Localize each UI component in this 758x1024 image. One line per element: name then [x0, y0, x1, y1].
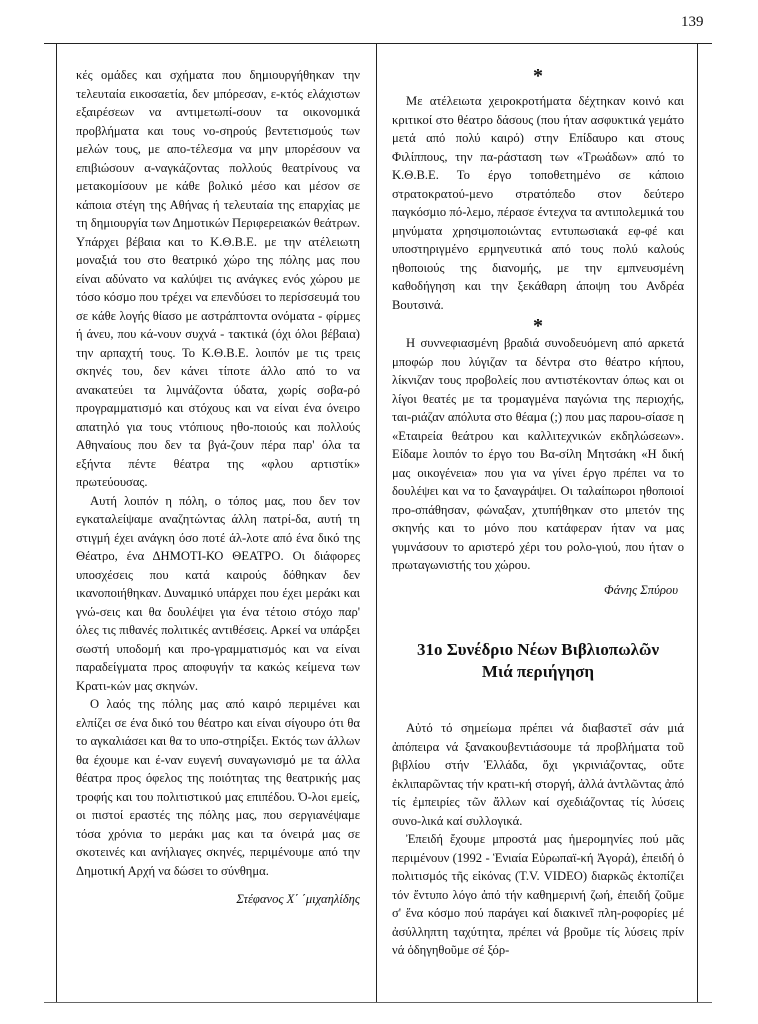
frame-bottom-rule: [44, 1002, 712, 1003]
article-body: [392, 719, 684, 960]
right-paragraph-2: Η συννεφιασμένη βραδιά συνοδευόμενη από αρκετά μποφώρ που λύγιζαν τα δέντρα στο θέατρο κήπου, λίκνιζαν τους προβολείς που αντιστέκονταν όπως και οι λίγοι θεατές με τα τρομαγμένα παγώνια της περιοχής, ται-ριάζαν απόλυτα στο θέαμα (;) που μας παρου-σίασε η «Εταιρεία θεάτρου και καλλιτεχνικών εκδηλώσεων». Είδαμε λοιπόν το έργο του Βα-σίλη Μητσάκη «Η δική μας οικογένεια» που για να γίνει έργο πρέπει να το δουλέψει και να το ξαναγράψει. Οι ταλαίπωροι ηθοποιοί προ-σπάθησαν, φώναξαν, χτυπήθηκαν στο μπετόν της σκηνής και το μόνο που κατάφεραν ήταν να μας γυμνάσουν το αριστερό χέρι του ρολο-γιού, που ήταν ο πρωταγωνιστής του χώρου.: [392, 336, 684, 572]
frame-left-rule: [56, 43, 57, 1003]
article-heading-line-2: Μιά περιήγηση: [481, 662, 595, 681]
article-paragraph-2: Ἐπειδή ἔχουμε μπροστά μας ἡμερομηνίες πού μᾶς περιμένουν (1992 - Ἑνιαία Εὐρωπαϊ-κή Ἀγορά), ἐπειδή ὁ πολιτισμός τῆς εἰκόνας (T.V. VIDEO) διαρκῶς ἐκτοπίζει τόν ἔντυπο λόγο ἀπό τήν καθημερινή ζωή, ἐπειδή ζοῦμε σ' ἕνα κόσμο πού παράγει καί διακινεῖ πλη-ροφορίες μέ ἀσύλληπτη ταχύτητα, πρέπει νά βροῦμε τίς λύσεις πρίν νά ὁδηγηθοῦμε σέ ξόρ-: [392, 832, 684, 957]
left-paragraph-1: κές ομάδες και σχήματα που δημιουργήθηκαν την τελευταία εικοσαετία, δεν μπόρεσαν, ε-κτός ελάχιστων εξαιρέσεων να αντιμετωπί-σουν τα οικονομικά προβλήματα και τους νο-σηρούς βεντετισμούς των μελών τους, με απο-τέλεσμα να μην μπορέσουν να επιβιώσουν α-ναγκάζοντας πολλούς θεατρίνους να μετακομίσουν με κάθε βολικό μέσο και μέσον σε κάποια στέγη της Αθήνας ή τελευταία της επαρχίας με τη δημιουργία των Δημοτικών Περιφερειακών θεάτρων. Υπάρχει βέβαια και το Κ.Θ.Β.Ε. με την ατέλειωτη μοναξιά του στο θεατρικό χώρο της πόλης μας που είναι αδύνατο να καλύψει τις ανάγκες ενός χώρου με τόσο κόσμο που τρέχει να επενδύσει το περίσσευμά του σε κάθε λογής θίασο με αστράπτοντα ονόματα - φίρμες ή άνευ, που κά-νουν συχνά - τακτικά (όχι όλοι βέβαια) την αρπαχτή τους. Το Κ.Θ.Β.Ε. λοιπόν με τις τρεις σκηνές του, δεν κάνει τίποτε άλλο από το να ανακατεύει τα λιμνάζοντα ύδατα, χωρίς σοβα-ρό προγραμματισμό και στόχους και να είναι ένα όνειρο απατηλό για τους ντόπιους ηθο-ποιούς και πολλούς Αθηναίους που δεν τα βγά-ζουν πέρα παρ' όλα τα εξήντα πέντε θέατρα της «φλου αρτιστίκ» πρωτεύουσας.: [76, 68, 360, 489]
right-paragraph-1: Με ατέλειωτα χειροκροτήματα δέχτηκαν κοινό και κριτικοί στο θέατρο δάσους (που ήταν ασφυκτικά γεμάτο μετά από πολύ καιρό) στην Επίδαυρο και στους Φιλίππους, την πα-ράσταση των «Τρωάδων» από το Κ.Θ.Β.Ε. Το έργο τοποθετημένο σε κάποιο στρατοκρατού-μενο στρατόπεδο στον δεύτερο παγκόσμιο πό-λεμο, πέρασε έντεχνα τα αντιπολεμικά του μηνύματα χρησιμοποιώντας εντυπωσιακά εφ-φέ και υποστηριγμένο ερμηνευτικά από τους πολύ καλούς ηθοποιούς της διανομής, με την εμπνευσμένη καθοδήγηση και την ξεκάθαρη άποψη του Ανδρέα Βουτσινά.: [392, 94, 684, 312]
section-separator-star: *: [533, 315, 543, 337]
frame-top-rule: [44, 43, 712, 44]
left-column: [76, 66, 360, 909]
column-divider: [376, 43, 377, 1003]
article-heading: [392, 639, 684, 683]
section-separator-star: *: [533, 65, 543, 87]
right-signature: Φάνης Σπύρου: [604, 582, 678, 597]
article-heading-line-1: 31ο Συνέδριο Νέων Βιβλιοπωλῶν: [416, 640, 660, 659]
left-paragraph-3: Ο λαός της πόλης μας από καιρό περιμένει και ελπίζει σε ένα δικό του θέατρο και είναι σίγουρο ότι θα το αγκαλιάσει και θα το υπο-στηρίξει. Εκτός των άλλων θα έχουμε και έ-ναν ευγενή συναγωνισμό με τα άλλα θέατρα προς όφελος της ποιότητας της θεατρικής μας τροφής και του πολιτιστικού μας επιπέδου. Ό-λοι εμείς, οι πιστοί εραστές της πόλης μας, που σεργιανέψαμε τόσα χρόνια το μεράκι μας και τα όνειρά μας σε σκοτεινές και ανήλιαγες σκηνές, περιμένουμε από την Δημοτική Αρχή να δώσει το σύνθημα.: [76, 697, 361, 878]
page-number: 139: [681, 14, 704, 30]
frame-right-rule: [697, 43, 698, 1003]
left-paragraph-2: Αυτή λοιπόν η πόλη, ο τόπος μας, που δεν τον εγκαταλείψαμε αναζητώντας άλλη πατρί-δα, αυτή τη στιγμή έχει ανάγκη όσο ποτέ άλ-λοτε από ένα δικό της Θέατρο, ένα ΔΗΜΟΤΙ-ΚΟ ΘΕΑΤΡΟ. Οι διάφορες υποσχέσεις που κατά καιρούς δόθηκαν δεν ικανοποιήθηκαν. Δυναμικό υπάρχει που έχει μεράκι και γνώ-σεις και θα δουλέψει για ένα τέτοιο στόχο παρ' όλες τις πιθανές πολιτικές αντιθέσεις. Αρκεί να υπάρξει σωστή υποδομή και προ-γραμματισμός και να είναι παραδείγματα προς αποφυγήν τα κακώς κείμενα των Κρατι-κών μας σκηνών.: [76, 493, 360, 693]
left-signature: Στέφανος Χ΄ ΄μιχαηλίδης: [236, 892, 360, 906]
right-column: [392, 66, 684, 960]
article-paragraph-1: Αὐτό τό σημείωμα πρέπει νά διαβαστεῖ σάν μιά ἀπόπειρα νά ξανακουβεντιάσουμε τά προβλήματα τοῦ βιβλίου στήν Ἑλλάδα, ὄχι γκρινιάζοντας, οὔτε ἐκλιπαρῶντας τήν κρατι-κή στοργή, ἀλλά ἀντλῶντας ἀπό τίς ἐμπειρίες τῶν ἄλλων καί σχεδιάζοντας τίς λύσεις συνο-λικά καί συλλογικά.: [392, 721, 684, 828]
